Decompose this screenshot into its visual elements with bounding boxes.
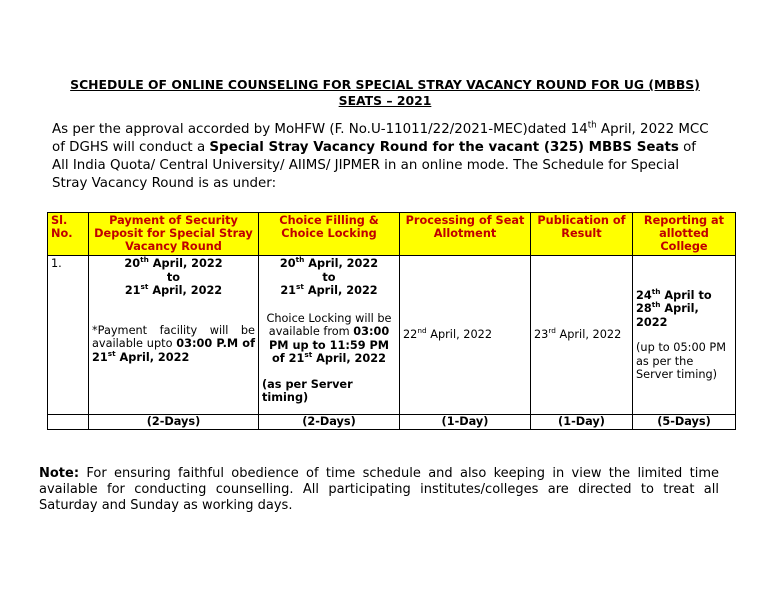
cell-sl: 1. <box>48 256 89 415</box>
cell-publication: 23rd April, 2022 <box>531 256 633 415</box>
header-sl-no: Sl. No. <box>48 213 89 256</box>
days-cell-sl <box>48 415 89 430</box>
choice-server-note: (as per Server timing) <box>262 377 353 404</box>
schedule-table <box>47 212 736 430</box>
header-payment: Payment of Security Deposit for Special Stray Vacancy Round <box>89 213 259 256</box>
document-title <box>40 77 730 109</box>
note-paragraph <box>39 466 719 514</box>
days-cell-choice: (2-Days) <box>259 415 400 430</box>
reporting-date-to: 28th April, 2022 <box>636 300 699 329</box>
reporting-date-from: 24th April to <box>636 286 712 302</box>
title-line-1: SCHEDULE OF ONLINE COUNSELING FOR SPECIAL STRAY VACANCY ROUND FOR UG (MBBS) <box>70 77 700 92</box>
choice-to: to <box>322 270 336 284</box>
intro-paragraph <box>52 121 712 193</box>
intro-part-2: April, 2022 MCC of DGHS will conduct a <box>52 122 709 155</box>
cell-processing: 22nd April, 2022 <box>400 256 531 415</box>
choice-date-from: 20th April, 2022 <box>279 255 379 270</box>
header-publication: Publication of Result <box>531 213 633 256</box>
table-row <box>48 256 736 415</box>
days-cell-publication: (1-Day) <box>531 415 633 430</box>
table-header-row <box>48 213 736 256</box>
header-processing: Processing of Seat Allotment <box>400 213 531 256</box>
payment-to: to <box>166 270 181 284</box>
intro-part-4: of All India Quota/ Central University/ AIIMS/ JIPMER in an online mode. The Schedule for Special Stray Vacancy Round is as under: <box>52 140 697 191</box>
payment-date-to: 21st April, 2022 <box>124 282 223 297</box>
cell-payment <box>89 256 259 415</box>
cell-reporting <box>633 256 736 415</box>
days-cell-payment: (2-Days) <box>89 415 259 430</box>
title-line-2: SEATS – 2021 <box>338 93 432 108</box>
header-choice-filling: Choice Filling & Choice Locking <box>259 213 400 256</box>
choice-date-to: 21st April, 2022 <box>280 282 378 297</box>
table-days-row <box>48 415 736 430</box>
payment-note: *Payment facility will be available upto 03:00 P.M of 21st April, 2022 <box>92 323 255 364</box>
choice-lock-note: Choice Locking will be available from 03:00 PM up to 11:59 PM of 21st April, 2022 <box>266 311 392 365</box>
intro-bold: Special Stray Vacancy Round for the vacant (325) MBBS Seats <box>209 140 679 155</box>
intro-sup: th <box>587 120 597 131</box>
note-text: For ensuring faithful obedience of time schedule and also keeping in view the limited time available for conducting counselling. All participating institutes/colleges are directed to treat all Saturday and Sunday as working days. <box>39 466 719 513</box>
days-cell-processing: (1-Day) <box>400 415 531 430</box>
intro-part-1: As per the approval accorded by MoHFW (F. No.U-11011/22/2021-MEC)dated 14 <box>52 122 588 137</box>
note-label: Note: <box>39 466 80 481</box>
payment-date-from: 20th April, 2022 <box>124 255 223 270</box>
header-reporting: Reporting at allotted College <box>633 213 736 256</box>
days-cell-reporting: (5-Days) <box>633 415 736 430</box>
cell-choice <box>259 256 400 415</box>
reporting-note: (up to 05:00 PM as per the Server timing) <box>636 341 726 381</box>
